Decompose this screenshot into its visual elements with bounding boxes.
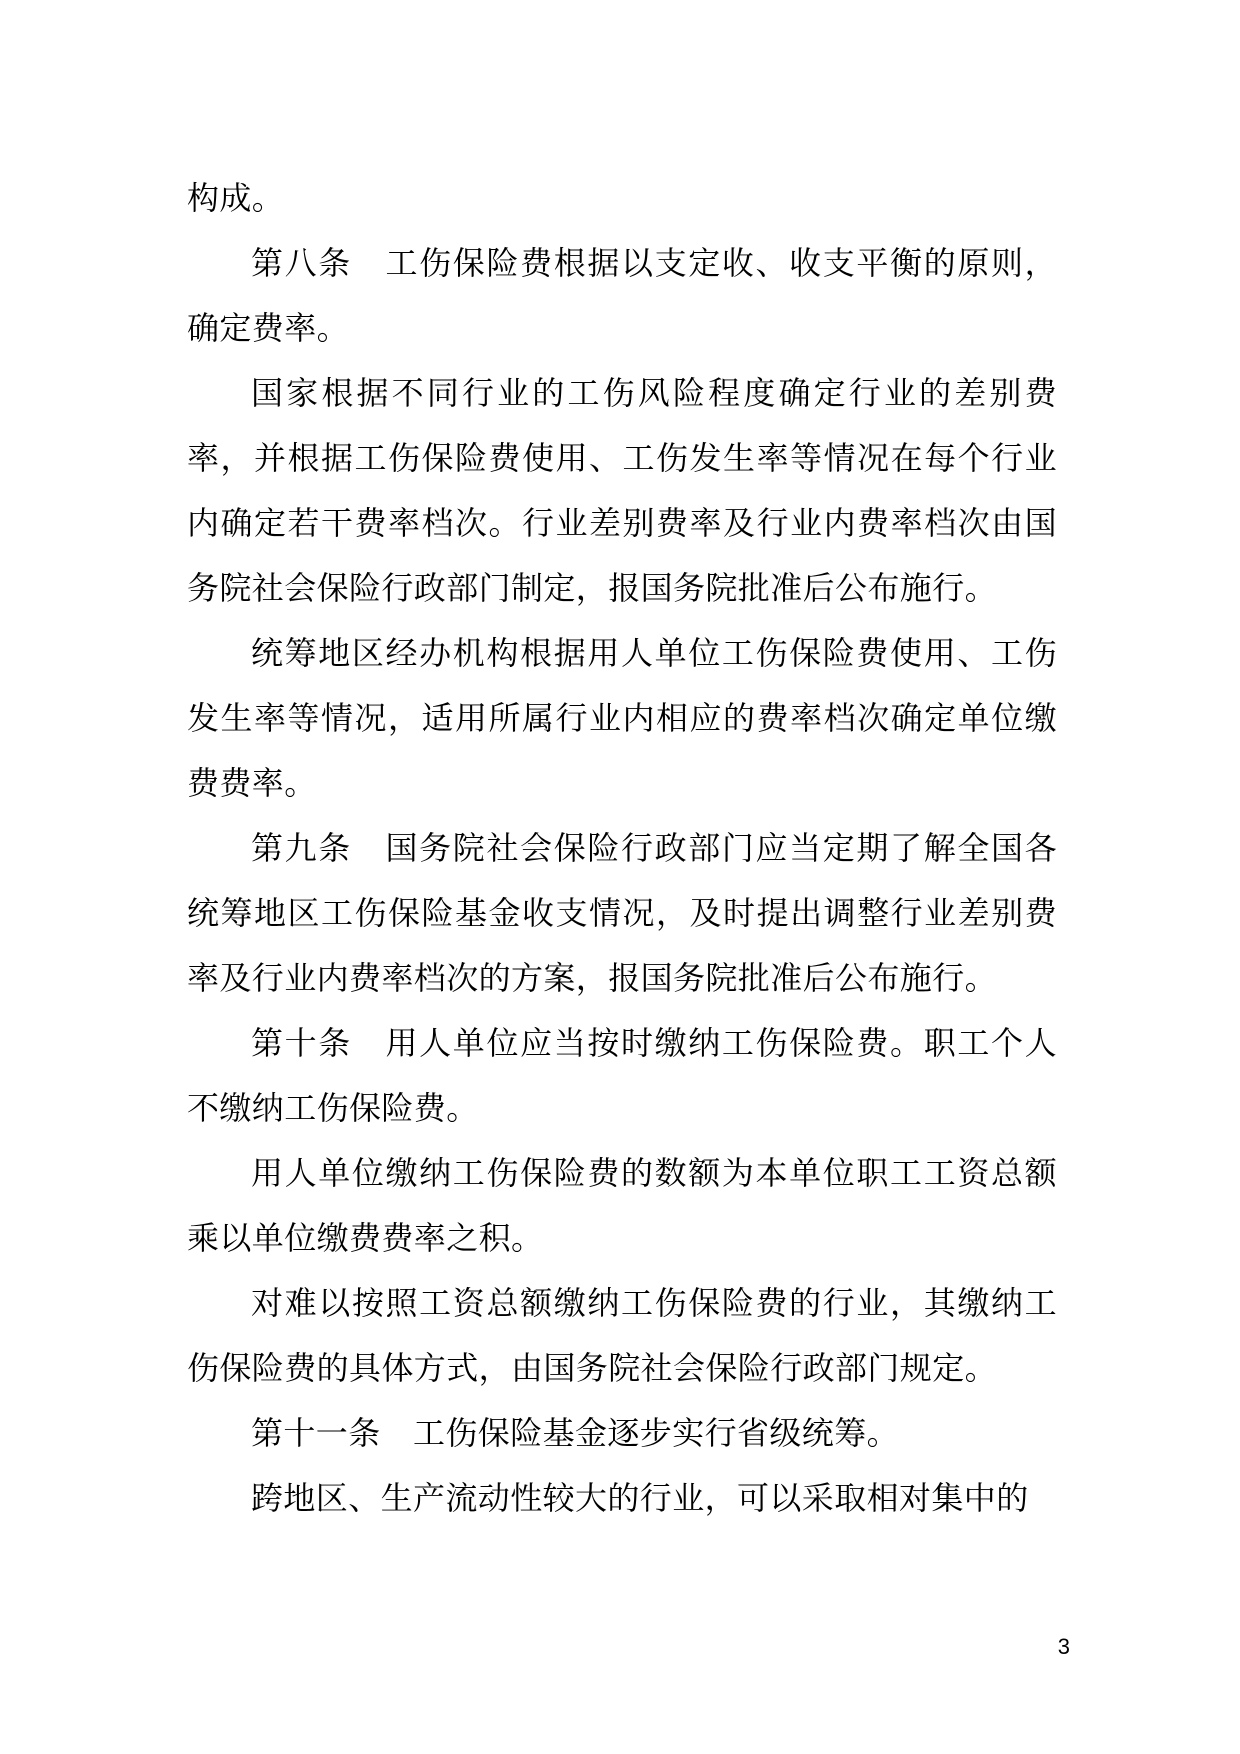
paragraph-article-10: 第十条 用人单位应当按时缴纳工伤保险费。职工个人不缴纳工伤保险费。	[187, 1024, 1057, 1127]
paragraph-1: 构成。	[187, 179, 285, 217]
paragraph-4: 统筹地区经办机构根据用人单位工伤保险费使用、工伤发生率等情况，适用所属行业内相应的费率档次确定单位缴费费率。	[187, 634, 1057, 802]
paragraph-article-11: 第十一条 工伤保险基金逐步实行省级统筹。	[251, 1414, 900, 1452]
paragraph-article-8: 第八条 工伤保险费根据以支定收、收支平衡的原则，确定费率。	[187, 244, 1057, 347]
paragraph-3: 国家根据不同行业的工伤风险程度确定行业的差别费率，并根据工伤保险费使用、工伤发生率等情况在每个行业内确定若干费率档次。行业差别费率及行业内费率档次由国务院社会保险行政部门制定，报国务院批准后公布施行。	[187, 374, 1057, 607]
paragraph-article-9: 第九条 国务院社会保险行政部门应当定期了解全国各统筹地区工伤保险基金收支情况，及时提出调整行业差别费率及行业内费率档次的方案，报国务院批准后公布施行。	[187, 829, 1057, 997]
page-number: 3	[1057, 1634, 1070, 1659]
document-body	[187, 166, 1057, 1531]
paragraph-8: 对难以按照工资总额缴纳工伤保险费的行业，其缴纳工伤保险费的具体方式，由国务院社会保险行政部门规定。	[187, 1284, 1057, 1387]
paragraph-7: 用人单位缴纳工伤保险费的数额为本单位职工工资总额乘以单位缴费费率之积。	[187, 1154, 1057, 1257]
paragraph-10: 跨地区、生产流动性较大的行业，可以采取相对集中的	[251, 1479, 1029, 1517]
